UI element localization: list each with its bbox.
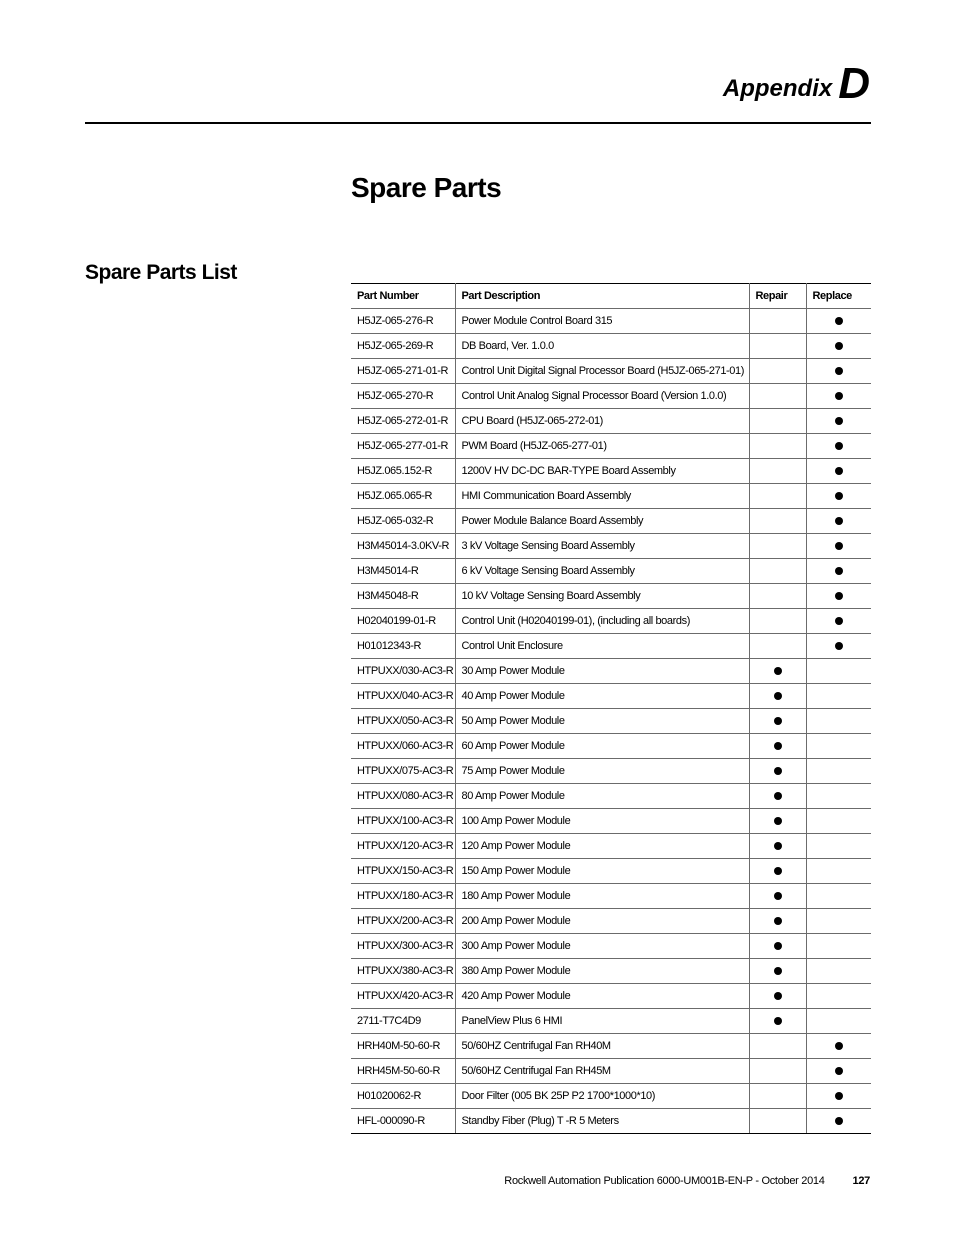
part-description-cell: Power Module Control Board 315	[455, 309, 749, 334]
replace-cell	[806, 459, 871, 484]
replace-cell	[806, 384, 871, 409]
bullet-icon	[774, 742, 782, 750]
bullet-icon	[774, 867, 782, 875]
bullet-icon	[835, 1117, 843, 1125]
repair-cell	[749, 459, 806, 484]
repair-cell	[749, 384, 806, 409]
part-description-cell: 150 Amp Power Module	[455, 859, 749, 884]
table-row	[351, 884, 871, 909]
part-description-cell: 50/60HZ Centrifugal Fan RH40M	[455, 1034, 749, 1059]
part-description-cell: DB Board, Ver. 1.0.0	[455, 334, 749, 359]
publication-info: Rockwell Automation Publication 6000-UM001B-EN-P - October 2014	[504, 1175, 825, 1187]
bullet-icon	[835, 1042, 843, 1050]
table-row	[351, 559, 871, 584]
part-description-cell: 30 Amp Power Module	[455, 659, 749, 684]
repair-cell	[749, 759, 806, 784]
bullet-icon	[774, 767, 782, 775]
repair-cell	[749, 334, 806, 359]
table-row	[351, 659, 871, 684]
replace-cell	[806, 1109, 871, 1134]
bullet-icon	[835, 517, 843, 525]
chapter-title: Spare Parts	[351, 172, 502, 203]
repair-cell	[749, 409, 806, 434]
part-number-cell: H5JZ-065-277-01-R	[351, 434, 455, 459]
bullet-icon	[835, 392, 843, 400]
part-number-cell: HTPUXX/040-AC3-R	[351, 684, 455, 709]
replace-cell	[806, 909, 871, 934]
table-row	[351, 809, 871, 834]
bullet-icon	[774, 717, 782, 725]
repair-cell	[749, 909, 806, 934]
bullet-icon	[774, 917, 782, 925]
table-row	[351, 609, 871, 634]
replace-cell	[806, 784, 871, 809]
table-row	[351, 934, 871, 959]
replace-cell	[806, 484, 871, 509]
part-description-cell: PWM Board (H5JZ-065-277-01)	[455, 434, 749, 459]
part-description-cell: 420 Amp Power Module	[455, 984, 749, 1009]
table-row	[351, 684, 871, 709]
table-row	[351, 859, 871, 884]
bullet-icon	[835, 492, 843, 500]
table-row	[351, 484, 871, 509]
repair-cell	[749, 884, 806, 909]
replace-cell	[806, 1034, 871, 1059]
part-description-cell: 180 Amp Power Module	[455, 884, 749, 909]
part-description-cell: 50/60HZ Centrifugal Fan RH45M	[455, 1059, 749, 1084]
replace-cell	[806, 959, 871, 984]
page-number: 127	[852, 1175, 870, 1187]
repair-cell	[749, 1034, 806, 1059]
table-row	[351, 759, 871, 784]
bullet-icon	[835, 317, 843, 325]
replace-cell	[806, 809, 871, 834]
part-description-cell: 50 Amp Power Module	[455, 709, 749, 734]
repair-cell	[749, 809, 806, 834]
replace-cell	[806, 359, 871, 384]
part-description-cell: Door Filter (005 BK 25P P2 1700*1000*10)	[455, 1084, 749, 1109]
part-number-cell: HTPUXX/420-AC3-R	[351, 984, 455, 1009]
part-description-cell: 75 Amp Power Module	[455, 759, 749, 784]
table-row	[351, 1059, 871, 1084]
part-description-cell: Control Unit Enclosure	[455, 634, 749, 659]
repair-cell	[749, 859, 806, 884]
part-number-cell: H02040199-01-R	[351, 609, 455, 634]
repair-cell	[749, 784, 806, 809]
part-number-cell: 2711-T7C4D9	[351, 1009, 455, 1034]
repair-cell	[749, 534, 806, 559]
replace-cell	[806, 559, 871, 584]
replace-cell	[806, 1084, 871, 1109]
repair-cell	[749, 834, 806, 859]
table-row	[351, 1034, 871, 1059]
repair-cell	[749, 359, 806, 384]
part-description-cell: Control Unit Analog Signal Processor Board (Version 1.0.0)	[455, 384, 749, 409]
part-number-cell: H5JZ-065-269-R	[351, 334, 455, 359]
bullet-icon	[835, 417, 843, 425]
part-description-cell: 1200V HV DC-DC BAR-TYPE Board Assembly	[455, 459, 749, 484]
replace-cell	[806, 709, 871, 734]
bullet-icon	[774, 967, 782, 975]
part-number-cell: HTPUXX/080-AC3-R	[351, 784, 455, 809]
part-number-cell: H5JZ-065-271-01-R	[351, 359, 455, 384]
part-description-cell: PanelView Plus 6 HMI	[455, 1009, 749, 1034]
part-description-cell: CPU Board (H5JZ-065-272-01)	[455, 409, 749, 434]
table-row	[351, 984, 871, 1009]
table-row	[351, 834, 871, 859]
table-row	[351, 634, 871, 659]
replace-cell	[806, 334, 871, 359]
replace-cell	[806, 609, 871, 634]
table-row	[351, 1084, 871, 1109]
appendix-word: Appendix	[722, 75, 833, 102]
bullet-icon	[774, 992, 782, 1000]
bullet-icon	[835, 642, 843, 650]
replace-cell	[806, 859, 871, 884]
replace-cell	[806, 309, 871, 334]
bullet-icon	[835, 542, 843, 550]
part-number-cell: HTPUXX/380-AC3-R	[351, 959, 455, 984]
bullet-icon	[835, 617, 843, 625]
part-description-cell: 60 Amp Power Module	[455, 734, 749, 759]
table-row	[351, 534, 871, 559]
repair-cell	[749, 559, 806, 584]
part-number-cell: H01012343-R	[351, 634, 455, 659]
bullet-icon	[774, 792, 782, 800]
part-description-cell: 300 Amp Power Module	[455, 934, 749, 959]
part-number-cell: HRH40M-50-60-R	[351, 1034, 455, 1059]
repair-cell	[749, 1084, 806, 1109]
table-row	[351, 909, 871, 934]
appendix-letter: D	[838, 59, 870, 108]
repair-cell	[749, 1109, 806, 1134]
repair-cell	[749, 584, 806, 609]
bullet-icon	[774, 667, 782, 675]
repair-cell	[749, 634, 806, 659]
part-description-cell: 380 Amp Power Module	[455, 959, 749, 984]
bullet-icon	[774, 1017, 782, 1025]
repair-cell	[749, 484, 806, 509]
part-number-cell: H5JZ-065-032-R	[351, 509, 455, 534]
repair-cell	[749, 1009, 806, 1034]
part-description-cell: Power Module Balance Board Assembly	[455, 509, 749, 534]
bullet-icon	[835, 1092, 843, 1100]
table-row	[351, 734, 871, 759]
repair-cell	[749, 434, 806, 459]
part-number-cell: HTPUXX/100-AC3-R	[351, 809, 455, 834]
part-description-cell: HMI Communication Board Assembly	[455, 484, 749, 509]
bullet-icon	[835, 367, 843, 375]
part-number-cell: H01020062-R	[351, 1084, 455, 1109]
part-description-cell: 120 Amp Power Module	[455, 834, 749, 859]
part-number-cell: H3M45014-3.0KV-R	[351, 534, 455, 559]
table-row	[351, 384, 871, 409]
part-description-cell: 200 Amp Power Module	[455, 909, 749, 934]
replace-cell	[806, 584, 871, 609]
part-number-cell: HTPUXX/030-AC3-R	[351, 659, 455, 684]
part-number-cell: H5JZ-065-272-01-R	[351, 409, 455, 434]
replace-cell	[806, 659, 871, 684]
replace-cell	[806, 984, 871, 1009]
repair-cell	[749, 659, 806, 684]
part-number-cell: HFL-000090-R	[351, 1109, 455, 1134]
table-row	[351, 409, 871, 434]
part-number-cell: HTPUXX/150-AC3-R	[351, 859, 455, 884]
part-description-cell: 40 Amp Power Module	[455, 684, 749, 709]
part-number-cell: HTPUXX/300-AC3-R	[351, 934, 455, 959]
section-title: Spare Parts List	[85, 261, 237, 284]
replace-cell	[806, 834, 871, 859]
page-footer	[504, 1175, 870, 1187]
bullet-icon	[774, 692, 782, 700]
column-header-replace: Replace	[806, 284, 871, 309]
replace-cell	[806, 434, 871, 459]
table-header-row	[351, 284, 871, 309]
repair-cell	[749, 684, 806, 709]
part-number-cell: HTPUXX/075-AC3-R	[351, 759, 455, 784]
part-number-cell: HTPUXX/050-AC3-R	[351, 709, 455, 734]
repair-cell	[749, 509, 806, 534]
repair-cell	[749, 934, 806, 959]
replace-cell	[806, 884, 871, 909]
bullet-icon	[774, 842, 782, 850]
part-description-cell: 10 kV Voltage Sensing Board Assembly	[455, 584, 749, 609]
part-description-cell: 80 Amp Power Module	[455, 784, 749, 809]
table-body	[351, 309, 871, 1134]
replace-cell	[806, 934, 871, 959]
table-row	[351, 709, 871, 734]
column-header-part-description: Part Description	[455, 284, 749, 309]
appendix-heading	[722, 59, 870, 108]
repair-cell	[749, 1059, 806, 1084]
part-number-cell: H5JZ.065.065-R	[351, 484, 455, 509]
table-row	[351, 334, 871, 359]
header-rule	[85, 122, 871, 124]
spare-parts-table	[351, 283, 871, 1134]
replace-cell	[806, 734, 871, 759]
bullet-icon	[774, 892, 782, 900]
table-row	[351, 1109, 871, 1134]
table-row	[351, 959, 871, 984]
table-row	[351, 584, 871, 609]
bullet-icon	[835, 442, 843, 450]
replace-cell	[806, 534, 871, 559]
part-description-cell: 3 kV Voltage Sensing Board Assembly	[455, 534, 749, 559]
table-row	[351, 509, 871, 534]
repair-cell	[749, 609, 806, 634]
table-row	[351, 434, 871, 459]
part-number-cell: HTPUXX/120-AC3-R	[351, 834, 455, 859]
table-row	[351, 459, 871, 484]
bullet-icon	[835, 592, 843, 600]
part-number-cell: H5JZ.065.152-R	[351, 459, 455, 484]
repair-cell	[749, 309, 806, 334]
part-number-cell: H5JZ-065-270-R	[351, 384, 455, 409]
replace-cell	[806, 409, 871, 434]
part-number-cell: HTPUXX/060-AC3-R	[351, 734, 455, 759]
table-row	[351, 309, 871, 334]
column-header-part-number: Part Number	[351, 284, 455, 309]
bullet-icon	[835, 567, 843, 575]
bullet-icon	[835, 1067, 843, 1075]
part-number-cell: HRH45M-50-60-R	[351, 1059, 455, 1084]
part-description-cell: 6 kV Voltage Sensing Board Assembly	[455, 559, 749, 584]
bullet-icon	[835, 467, 843, 475]
replace-cell	[806, 1009, 871, 1034]
repair-cell	[749, 984, 806, 1009]
bullet-icon	[774, 942, 782, 950]
repair-cell	[749, 734, 806, 759]
repair-cell	[749, 959, 806, 984]
part-description-cell: Control Unit (H02040199-01), (including all boards)	[455, 609, 749, 634]
table-row	[351, 784, 871, 809]
repair-cell	[749, 709, 806, 734]
replace-cell	[806, 634, 871, 659]
replace-cell	[806, 684, 871, 709]
part-number-cell: H3M45048-R	[351, 584, 455, 609]
part-number-cell: H5JZ-065-276-R	[351, 309, 455, 334]
replace-cell	[806, 509, 871, 534]
part-number-cell: H3M45014-R	[351, 559, 455, 584]
replace-cell	[806, 1059, 871, 1084]
part-description-cell: Control Unit Digital Signal Processor Board (H5JZ-065-271-01)	[455, 359, 749, 384]
table-row	[351, 1009, 871, 1034]
replace-cell	[806, 759, 871, 784]
part-description-cell: Standby Fiber (Plug) T -R 5 Meters	[455, 1109, 749, 1134]
part-number-cell: HTPUXX/200-AC3-R	[351, 909, 455, 934]
bullet-icon	[774, 817, 782, 825]
bullet-icon	[835, 342, 843, 350]
table-row	[351, 359, 871, 384]
part-description-cell: 100 Amp Power Module	[455, 809, 749, 834]
column-header-repair: Repair	[749, 284, 806, 309]
part-number-cell: HTPUXX/180-AC3-R	[351, 884, 455, 909]
